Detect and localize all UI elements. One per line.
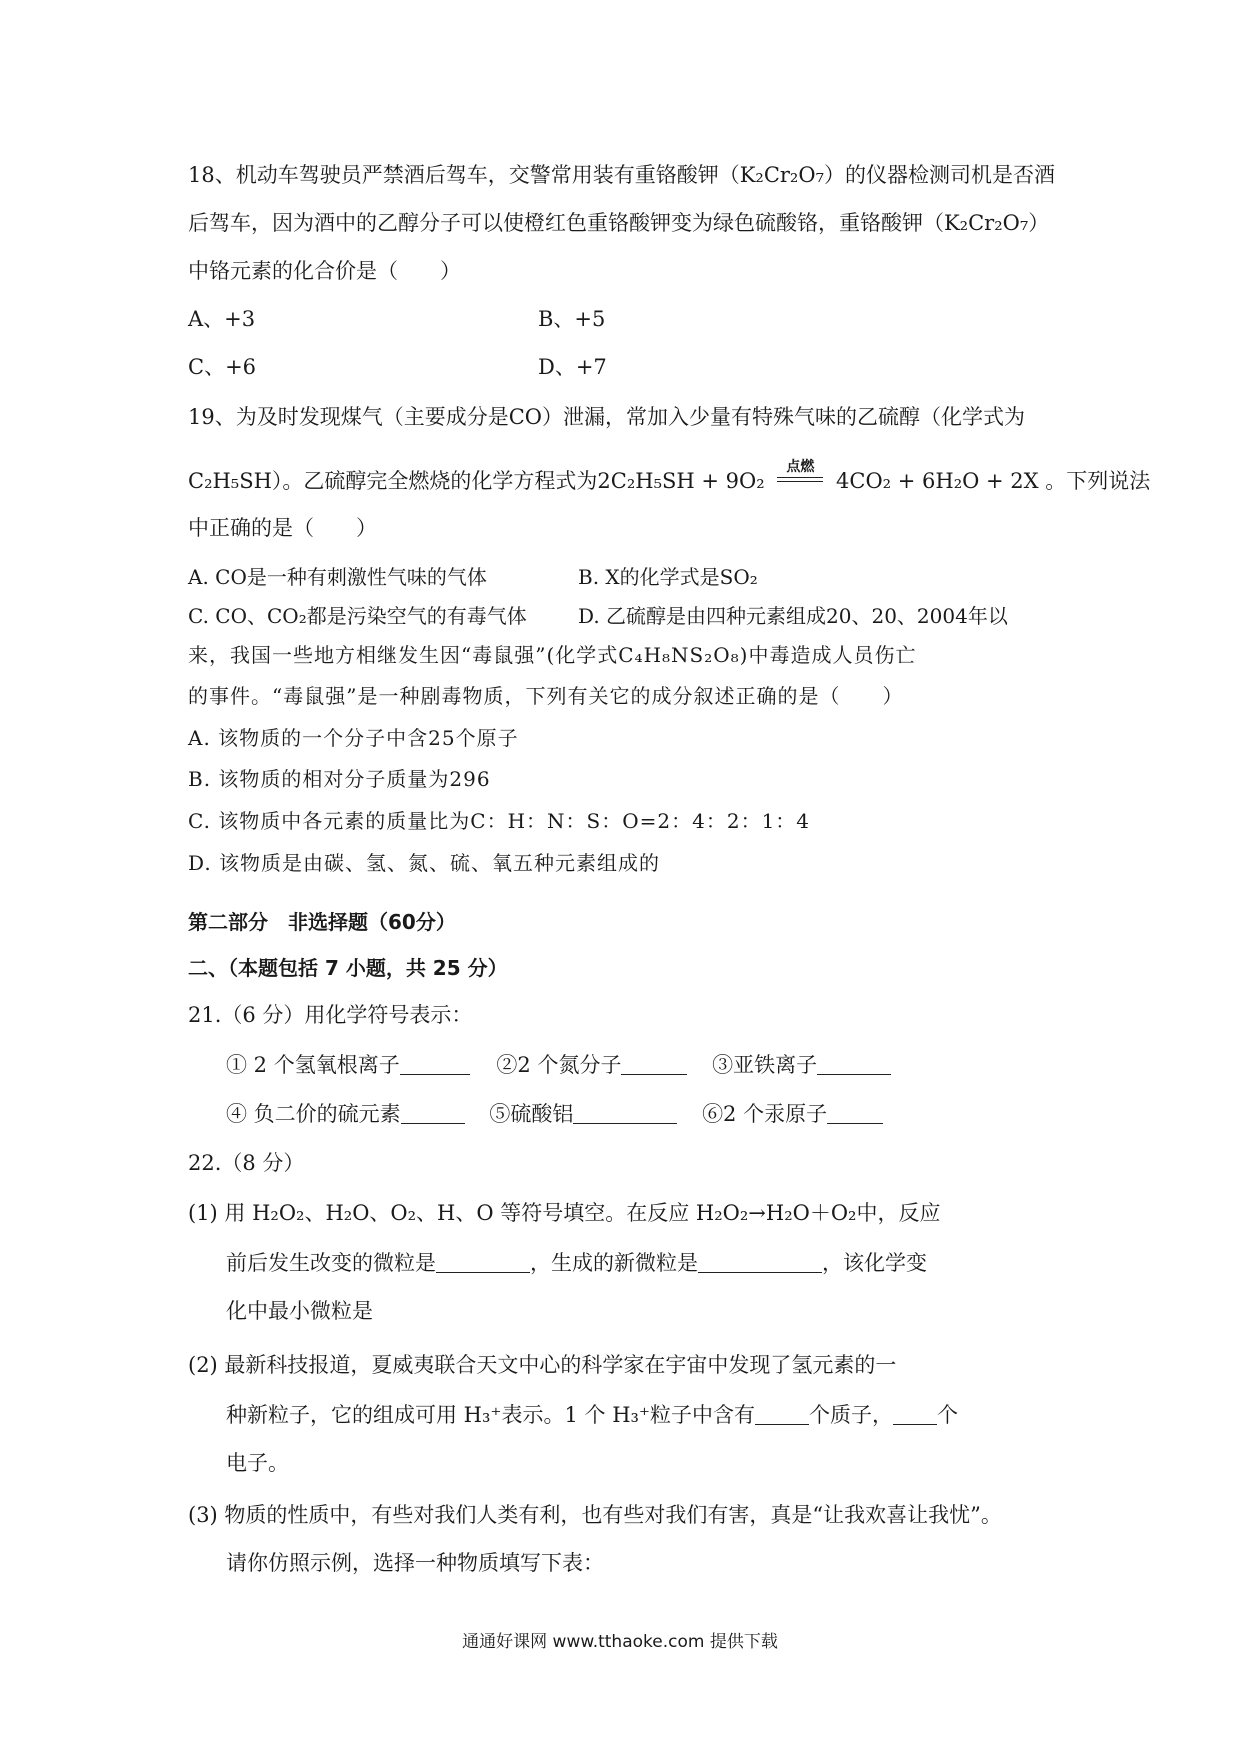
- q20-option-a: A. 该物质的一个分子中含25个原子: [188, 726, 519, 750]
- q21-item1-blank[interactable]: [400, 1052, 470, 1075]
- q22-part2-line2: 种新粒子，它的组成可用 H₃⁺表示。1 个 H₃⁺粒子中含有 个质子， 个: [226, 1403, 959, 1427]
- q22-changed-particle-blank[interactable]: [436, 1250, 530, 1273]
- q22-part1-line1: (1) 用 H₂O₂、H₂O、O₂、H、O 等符号填空。在反应 H₂O₂→H₂O＋O₂中，反应: [188, 1201, 941, 1225]
- q18-line2: 后驾车，因为酒中的乙醇分子可以使橙红色重铬酸钾变为绿色硫酸铬，重铬酸钾（K₂Cr₂O₇）: [188, 211, 1050, 235]
- q22-new-particle-blank[interactable]: [698, 1250, 822, 1273]
- q22-electron-count-blank[interactable]: [893, 1402, 937, 1425]
- reaction-condition: 点燃: [786, 458, 815, 475]
- q19-line3: 中正确的是（ ）: [188, 516, 377, 540]
- q20-option-c: C. 该物质中各元素的质量比为C：H：N：S：O=2：4：2：1：4: [188, 809, 811, 833]
- q18-option-c: C、+6: [188, 355, 257, 379]
- q21-item4-blank[interactable]: [401, 1101, 465, 1124]
- q21-title: 21.（6 分）用化学符号表示：: [188, 1003, 473, 1027]
- q21-item4-label: ④ 负二价的硫元素: [226, 1102, 401, 1126]
- q19-equation-left: C₂H₅SH）。乙硫醇完全燃烧的化学方程式为2C₂H₅SH + 9O₂: [188, 469, 765, 493]
- q19-option-b: B. X的化学式是SO₂: [578, 565, 758, 589]
- q22-part2-line1: (2) 最新科技报道，夏威夷联合天文中心的科学家在宇宙中发现了氢元素的一: [188, 1353, 897, 1377]
- q21-item2-label: ②2 个氮分子: [496, 1053, 622, 1077]
- q22-part3-line1: (3) 物质的性质中，有些对我们人类有利，也有些对我们有害，真是“让我欢喜让我忧”。: [188, 1503, 1002, 1527]
- q21-item5-blank[interactable]: [573, 1101, 677, 1124]
- q21-item3-label: ③亚铁离子: [712, 1053, 818, 1077]
- q19-equation-right: 4CO₂ + 6H₂O + 2X 。下列说法: [836, 469, 1151, 493]
- q20-option-b: B. 该物质的相对分子质量为296: [188, 767, 491, 791]
- q18-line1: 18、机动车驾驶员严禁酒后驾车，交警常用装有重铬酸钾（K₂Cr₂O₇）的仪器检测司机是否酒: [188, 163, 1055, 187]
- q21-item3-blank[interactable]: [817, 1052, 891, 1075]
- q21-item2-blank[interactable]: [621, 1052, 687, 1075]
- q18-option-d: D、+7: [538, 355, 607, 379]
- q19-option-d: D. 乙硫醇是由四种元素组成20、20、2004年以: [578, 604, 1008, 628]
- q22-title: 22.（8 分）: [188, 1151, 305, 1175]
- part-two-title: 第二部分 非选择题（60分）: [188, 910, 456, 934]
- q21-item1-label: ① 2 个氢氧根离子: [226, 1053, 400, 1077]
- q22-part1-line2: 前后发生改变的微粒是 ，生成的新微粒是 ，该化学变: [226, 1251, 927, 1275]
- q19-option-c: C. CO、CO₂都是污染空气的有毒气体: [188, 604, 527, 628]
- reaction-condition-arrow: [777, 458, 823, 498]
- q19-option-a: A. CO是一种有刺激性气味的气体: [188, 565, 487, 589]
- q20-option-d: D. 该物质是由碳、氢、氮、硫、氧五种元素组成的: [188, 851, 661, 875]
- q21-row2: [226, 1099, 883, 1129]
- q19-line1: 19、为及时发现煤气（主要成分是CO）泄漏，常加入少量有特殊气味的乙硫醇（化学式为: [188, 405, 1026, 429]
- q21-item5-label: ⑤硫酸铝: [489, 1102, 574, 1126]
- section-two-heading: 二、（本题包括 7 小题，共 25 分）: [188, 956, 508, 980]
- q22-part2-line3: 电子。: [226, 1451, 289, 1475]
- q22-proton-count-blank[interactable]: [755, 1402, 809, 1425]
- q20-line2: 的事件。“毒鼠强”是一种剧毒物质，下列有关它的成分叙述正确的是（ ）: [188, 684, 904, 708]
- q18-option-b: B、+5: [538, 307, 606, 331]
- q19-line2: [188, 458, 1151, 498]
- q22-part1-line3: 化中最小微粒是: [226, 1299, 373, 1323]
- q20-line1: 来，我国一些地方相继发生因“毒鼠强”(化学式C₄H₈NS₂O₈)中毒造成人员伤亡: [188, 643, 917, 667]
- q21-item6-label: ⑥2 个汞原子: [702, 1102, 828, 1126]
- q18-line3: 中铬元素的化合价是（ ）: [188, 259, 461, 283]
- q21-row1: [226, 1050, 891, 1080]
- q21-item6-blank[interactable]: [827, 1101, 883, 1124]
- q18-option-a: A、+3: [188, 307, 256, 331]
- q22-part3-line2: 请你仿照示例，选择一种物质填写下表：: [226, 1551, 604, 1575]
- footer-credit: 通通好课网 www.tthaoke.com 提供下载: [462, 1632, 778, 1652]
